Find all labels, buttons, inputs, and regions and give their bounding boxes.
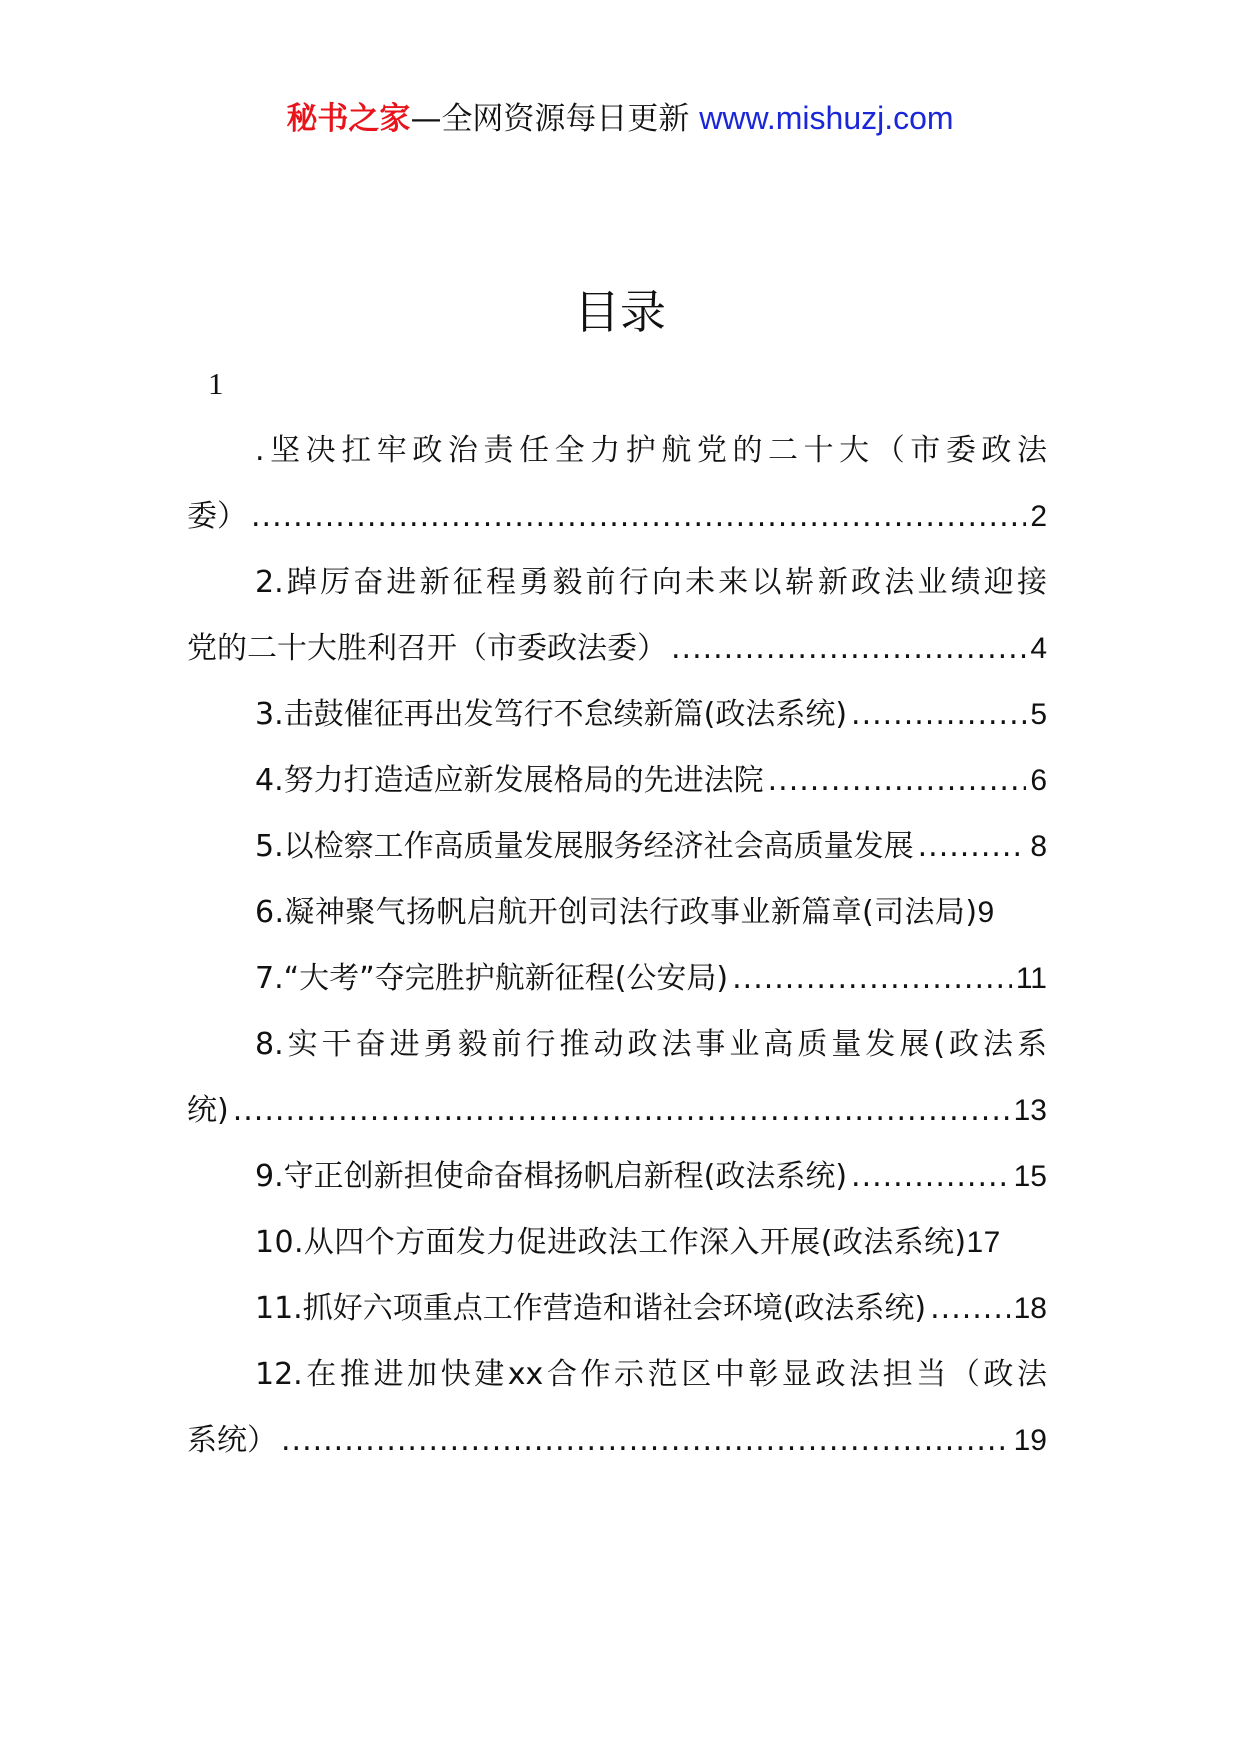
dot-leader: [233, 1078, 1010, 1144]
toc-entry[interactable]: [187, 1210, 1047, 1276]
dot-leader: [281, 1408, 1010, 1474]
dot-leader: [851, 682, 1026, 748]
toc-page-number: 17: [966, 1226, 1001, 1259]
toc-entry[interactable]: [187, 814, 1047, 880]
toc-entry[interactable]: [187, 550, 1047, 682]
toc-page-number: 6: [1030, 764, 1047, 797]
toc-entry-title-cont: 委）: [187, 499, 247, 534]
toc-entry-title: 9.守正创新担使命奋楫扬帆启新程(政法系统): [255, 1159, 848, 1194]
toc-entry-title-cont: 统): [187, 1093, 229, 1128]
toc-entry[interactable]: [187, 418, 1047, 550]
toc-entry-title: .坚决扛牢政治责任全力护航党的二十大（市委政法: [255, 433, 1047, 468]
page-title: 目录: [574, 285, 666, 339]
dot-leader: [918, 814, 1027, 880]
toc-entry[interactable]: [187, 748, 1047, 814]
toc-entry-title: 4.努力打造适应新发展格局的先进法院: [255, 763, 764, 798]
toc-entry[interactable]: [187, 1144, 1047, 1210]
table-of-contents: [187, 418, 1047, 1474]
toc-entry[interactable]: [187, 1012, 1047, 1144]
toc-entry-title: 6.凝神聚气扬帆启航开创司法行政事业新篇章(司法局): [255, 895, 978, 930]
toc-page-number: 2: [1030, 500, 1047, 533]
toc-entry-title: 12.在推进加快建xx合作示范区中彰显政法担当（政法: [255, 1357, 1047, 1392]
toc-entry[interactable]: [187, 1276, 1047, 1342]
toc-page-number: 19: [1013, 1424, 1047, 1457]
site-header: [0, 98, 1240, 139]
dot-leader: [671, 616, 1026, 682]
toc-entry-title: 7.“大考”夺完胜护航新征程(公安局): [255, 961, 729, 996]
toc-page-number: 11: [1015, 962, 1047, 995]
toc-entry-title-cont: 党的二十大胜利召开（市委政法委）: [187, 631, 667, 666]
site-brand: 秘书之家: [286, 101, 411, 137]
site-tagline: —全网资源每日更新: [410, 101, 700, 137]
toc-entry-title: 11.抓好六项重点工作营造和谐社会环境(政法系统): [255, 1291, 927, 1326]
toc-entry[interactable]: [187, 946, 1047, 1012]
toc-page-number: 4: [1030, 632, 1047, 665]
dot-leader: [251, 484, 1026, 550]
toc-entry-title-cont: 系统）: [187, 1423, 277, 1458]
toc-entry[interactable]: [187, 1342, 1047, 1474]
toc-page-number: 15: [1013, 1160, 1047, 1193]
toc-entry-title: 2.踔厉奋进新征程勇毅前行向未来以崭新政法业绩迎接: [255, 565, 1047, 600]
dot-leader: [851, 1144, 1010, 1210]
dot-leader: [732, 946, 1012, 1012]
toc-entry[interactable]: [187, 880, 1047, 946]
toc-entry-title: 3.击鼓催征再出发笃行不怠续新篇(政法系统): [255, 697, 848, 732]
toc-entry[interactable]: [187, 682, 1047, 748]
dot-leader: [930, 1276, 1010, 1342]
toc-page-number: 8: [1030, 830, 1047, 863]
site-url-link[interactable]: www.mishuzj.com: [699, 100, 954, 136]
toc-page-number: 18: [1013, 1292, 1047, 1325]
toc-page-number: 13: [1013, 1094, 1047, 1127]
dot-leader: [768, 748, 1027, 814]
toc-page-number: 9: [977, 896, 995, 929]
toc-entry-title: 10.从四个方面发力促进政法工作深入开展(政法系统): [255, 1225, 967, 1260]
toc-entry-title: 5.以检察工作高质量发展服务经济社会高质量发展: [255, 829, 914, 864]
section-number: 1: [208, 366, 224, 401]
toc-page-number: 5: [1030, 698, 1047, 731]
toc-entry-title: 8.实干奋进勇毅前行推动政法事业高质量发展(政法系: [255, 1027, 1047, 1062]
